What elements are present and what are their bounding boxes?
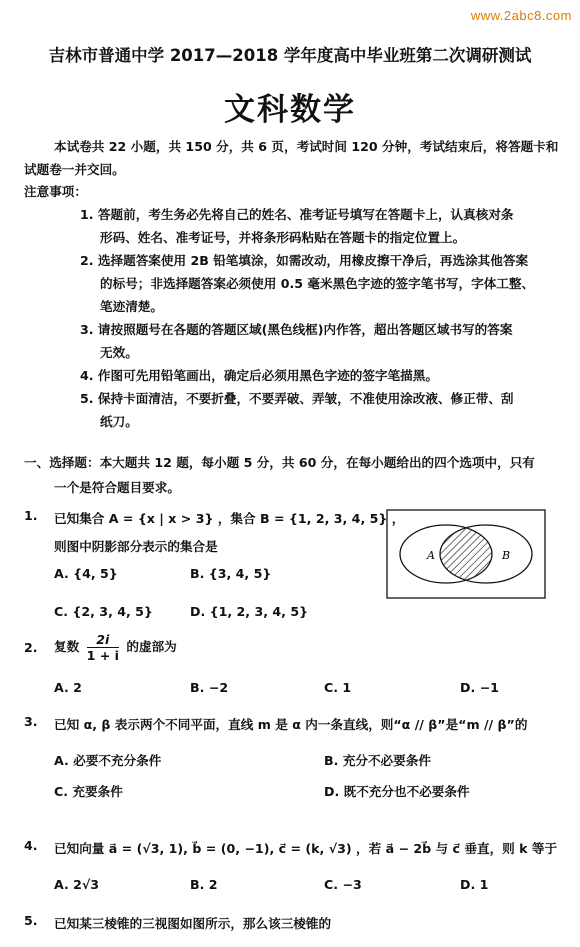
q2-fraction <box>87 632 119 663</box>
intro-line-2: 试题卷一并交回。 <box>24 162 125 177</box>
q2-stem-pre: 复数 <box>54 639 80 654</box>
notice-2-line-1: 2. 选择题答案使用 2B 铅笔填涂，如需改动，用橡皮擦干净后，再选涂其他答案 <box>80 253 529 268</box>
notice-3-line-2: 无效。 <box>100 345 138 360</box>
set-b-label: B <box>502 549 511 562</box>
q4-option-c[interactable]: C. −3 <box>324 877 362 892</box>
q4-option-a[interactable]: A. 2√3 <box>54 877 100 892</box>
q2-option-d[interactable]: D. −1 <box>460 680 499 695</box>
q4-number: 4. <box>24 838 38 853</box>
intro-line-1: 本试卷共 22 小题，共 150 分，共 6 页，考试时间 120 分钟，考试结束后，将答题卡和 <box>54 139 559 154</box>
q3-option-d[interactable]: D. 既不充分也不必要条件 <box>324 784 470 799</box>
q2-fraction-denominator: 1 + i <box>86 648 119 663</box>
q2-option-c[interactable]: C. 1 <box>324 680 352 695</box>
exam-title: 吉林市普通中学 2017—2018 学年度高中毕业班第二次调研测试 <box>48 46 532 65</box>
q3-stem: 已知 α, β 表示两个不同平面，直线 m 是 α 内一条直线，则“α // β”是“m // β”的 <box>54 717 528 732</box>
q1-option-b[interactable]: B. {3, 4, 5} <box>190 566 272 581</box>
set-a-label: A <box>427 549 435 562</box>
q4-stem: 已知向量 a⃗ = (√3, 1), b⃗ = (0, −1), c⃗ = (k, √3) ，若 a⃗ − 2b⃗ 与 c⃗ 垂直，则 k 等于 <box>54 841 558 856</box>
section-heading-line-1: 一、选择题：本大题共 12 题，每小题 5 分，共 60 分，在每小题给出的四个选项中，只有 <box>24 455 535 470</box>
q1-option-d[interactable]: D. {1, 2, 3, 4, 5} <box>190 604 309 619</box>
q2-option-a[interactable]: A. 2 <box>54 680 82 695</box>
section-heading-line-2: 一个是符合题目要求。 <box>54 480 180 495</box>
venn-diagram <box>386 509 546 599</box>
notice-3-line-1: 3. 请按照题号在各题的答题区域(黑色线框)内作答，超出答题区域书写的答案 <box>80 322 513 337</box>
q2-number: 2. <box>24 640 38 655</box>
q3-option-a[interactable]: A. 必要不充分条件 <box>54 753 162 768</box>
q2-stem <box>54 632 177 663</box>
q3-option-b[interactable]: B. 充分不必要条件 <box>324 753 431 768</box>
notice-1-line-2: 形码、姓名、准考证号，并将条形码粘贴在答题卡的指定位置上。 <box>100 230 466 245</box>
q1-option-a[interactable]: A. {4, 5} <box>54 566 118 581</box>
notice-4-line-1: 4. 作图可先用铅笔画出，确定后必须用黑色字迹的签字笔描黑。 <box>80 368 438 383</box>
notice-5-line-2: 纸刀。 <box>100 414 138 429</box>
q1-stem: 已知集合 A = {x | x > 3} ，集合 B = {1, 2, 3, 4, 5} ， <box>54 511 405 526</box>
q1-number: 1. <box>24 508 38 523</box>
q3-number: 3. <box>24 714 38 729</box>
q3-option-c[interactable]: C. 充要条件 <box>54 784 123 799</box>
notice-2-line-3: 笔迹清楚。 <box>100 299 163 314</box>
notice-5-line-1: 5. 保持卡面清洁，不要折叠，不要弄破、弄皱，不准使用涂改液、修正带、刮 <box>80 391 514 406</box>
q2-fraction-numerator: 2i <box>87 632 119 648</box>
q2-option-b[interactable]: B. −2 <box>190 680 229 695</box>
watermark: www.2abc8.com <box>470 8 572 23</box>
q4-option-b[interactable]: B. 2 <box>190 877 218 892</box>
q2-stem-post: 的虚部为 <box>126 639 177 654</box>
subject-title: 文科数学 <box>224 92 356 128</box>
notice-1-line-1: 1. 答题前，考生务必先将自己的姓名、准考证号填写在答题卡上，认真核对条 <box>80 207 514 222</box>
notice-2-line-2: 的标号；非选择题答案必须使用 0.5 毫米黑色字迹的签字笔书写，字体工整、 <box>100 276 535 291</box>
q5-number: 5. <box>24 913 38 928</box>
q1-stem-2: 则图中阴影部分表示的集合是 <box>54 539 218 554</box>
notice-heading: 注意事项： <box>24 184 87 199</box>
q4-option-d[interactable]: D. 1 <box>460 877 489 892</box>
q5-stem: 已知某三棱锥的三视图如图所示，那么该三棱锥的 <box>54 916 332 931</box>
q1-option-c[interactable]: C. {2, 3, 4, 5} <box>54 604 153 619</box>
